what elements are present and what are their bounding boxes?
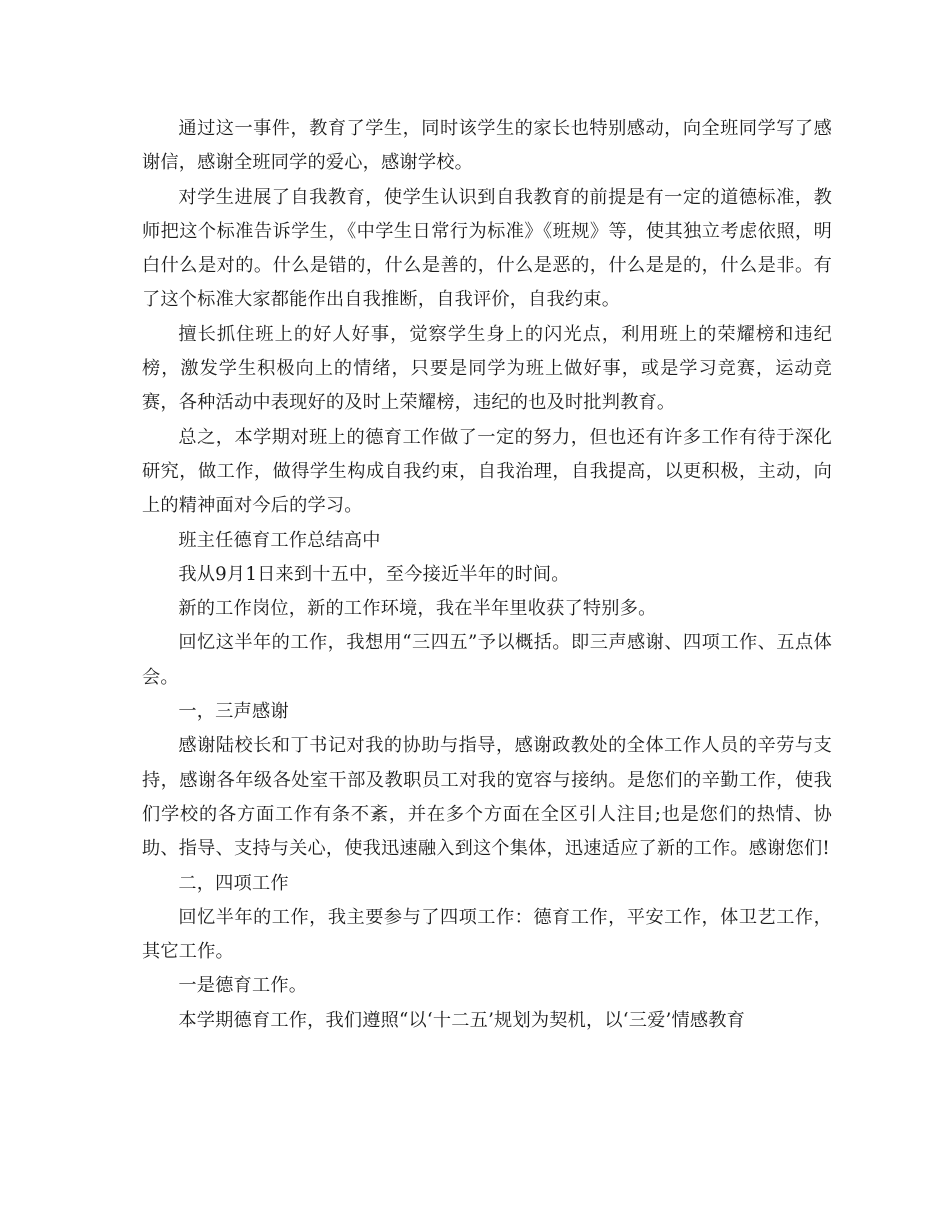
paragraph: 回忆半年的工作，我主要参与了四项工作：德育工作，平安工作，体卫艺工作，其它工作。 bbox=[142, 906, 832, 963]
paragraph: 擅长抓住班上的好人好事，觉察学生身上的闪光点，利用班上的荣耀榜和违纪榜，激发学生积极向上的情绪，只要是同学为班上做好事，或是学习竞赛，运动竞赛，各种活动中表现好的及时上荣耀榜，违纪的也及时批判教育。 bbox=[142, 323, 832, 414]
section-heading: 二，四项工作 bbox=[178, 872, 289, 894]
section-heading: 班主任德育工作总结高中 bbox=[178, 529, 381, 551]
paragraph: 通过这一事件，教育了学生，同时该学生的家长也特别感动，向全班同学写了感谢信，感谢全班同学的爱心，感谢学校。 bbox=[142, 118, 832, 174]
section-heading: 一，三声感谢 bbox=[178, 701, 289, 723]
paragraph: 感谢陆校长和丁书记对我的协助与指导，感谢政教处的全体工作人员的辛劳与支持，感谢各年级各处室干部及教职员工对我的宽容与接纳。是您们的辛勤工作，使我们学校的各方面工作有条不紊，并在多个方面在全区引人注目;也是您们的热情、协助、指导、支持与关心，使我迅速融入到这个集体，迅速适应了新的工作。感谢您们! bbox=[142, 735, 832, 860]
paragraph: 总之，本学期对班上的德育工作做了一定的努力，但也还有许多工作有待于深化研究，做工作，做得学生构成自我约束，自我治理，自我提高，以更积极，主动，向上的精神面对今后的学习。 bbox=[142, 426, 832, 517]
document-page bbox=[142, 112, 832, 1038]
paragraph: 一是德育工作。 bbox=[178, 975, 308, 997]
paragraph: 我从9月1日来到十五中，至今接近半年的时间。 bbox=[178, 563, 570, 585]
paragraph: 本学期德育工作，我们遵照“以‘十二五’规划为契机，以‘三爱’情感教育 bbox=[178, 1009, 746, 1031]
paragraph: 回忆这半年的工作，我想用“三四五”予以概括。即三声感谢、四项工作、五点体会。 bbox=[142, 632, 832, 688]
paragraph: 新的工作岗位，新的工作环境，我在半年里收获了特别多。 bbox=[178, 598, 657, 620]
paragraph: 对学生进展了自我教育，使学生认识到自我教育的前提是有一定的道德标准，教师把这个标准告诉学生，《中学生日常行为标准》《班规》等，使其独立考虑依照，明白什么是对的。什么是错的，什么是善的，什么是恶的，什么是是的，什么是非。有了这个标准大家都能作出自我推断，自我评价，自我约束。 bbox=[142, 186, 832, 311]
